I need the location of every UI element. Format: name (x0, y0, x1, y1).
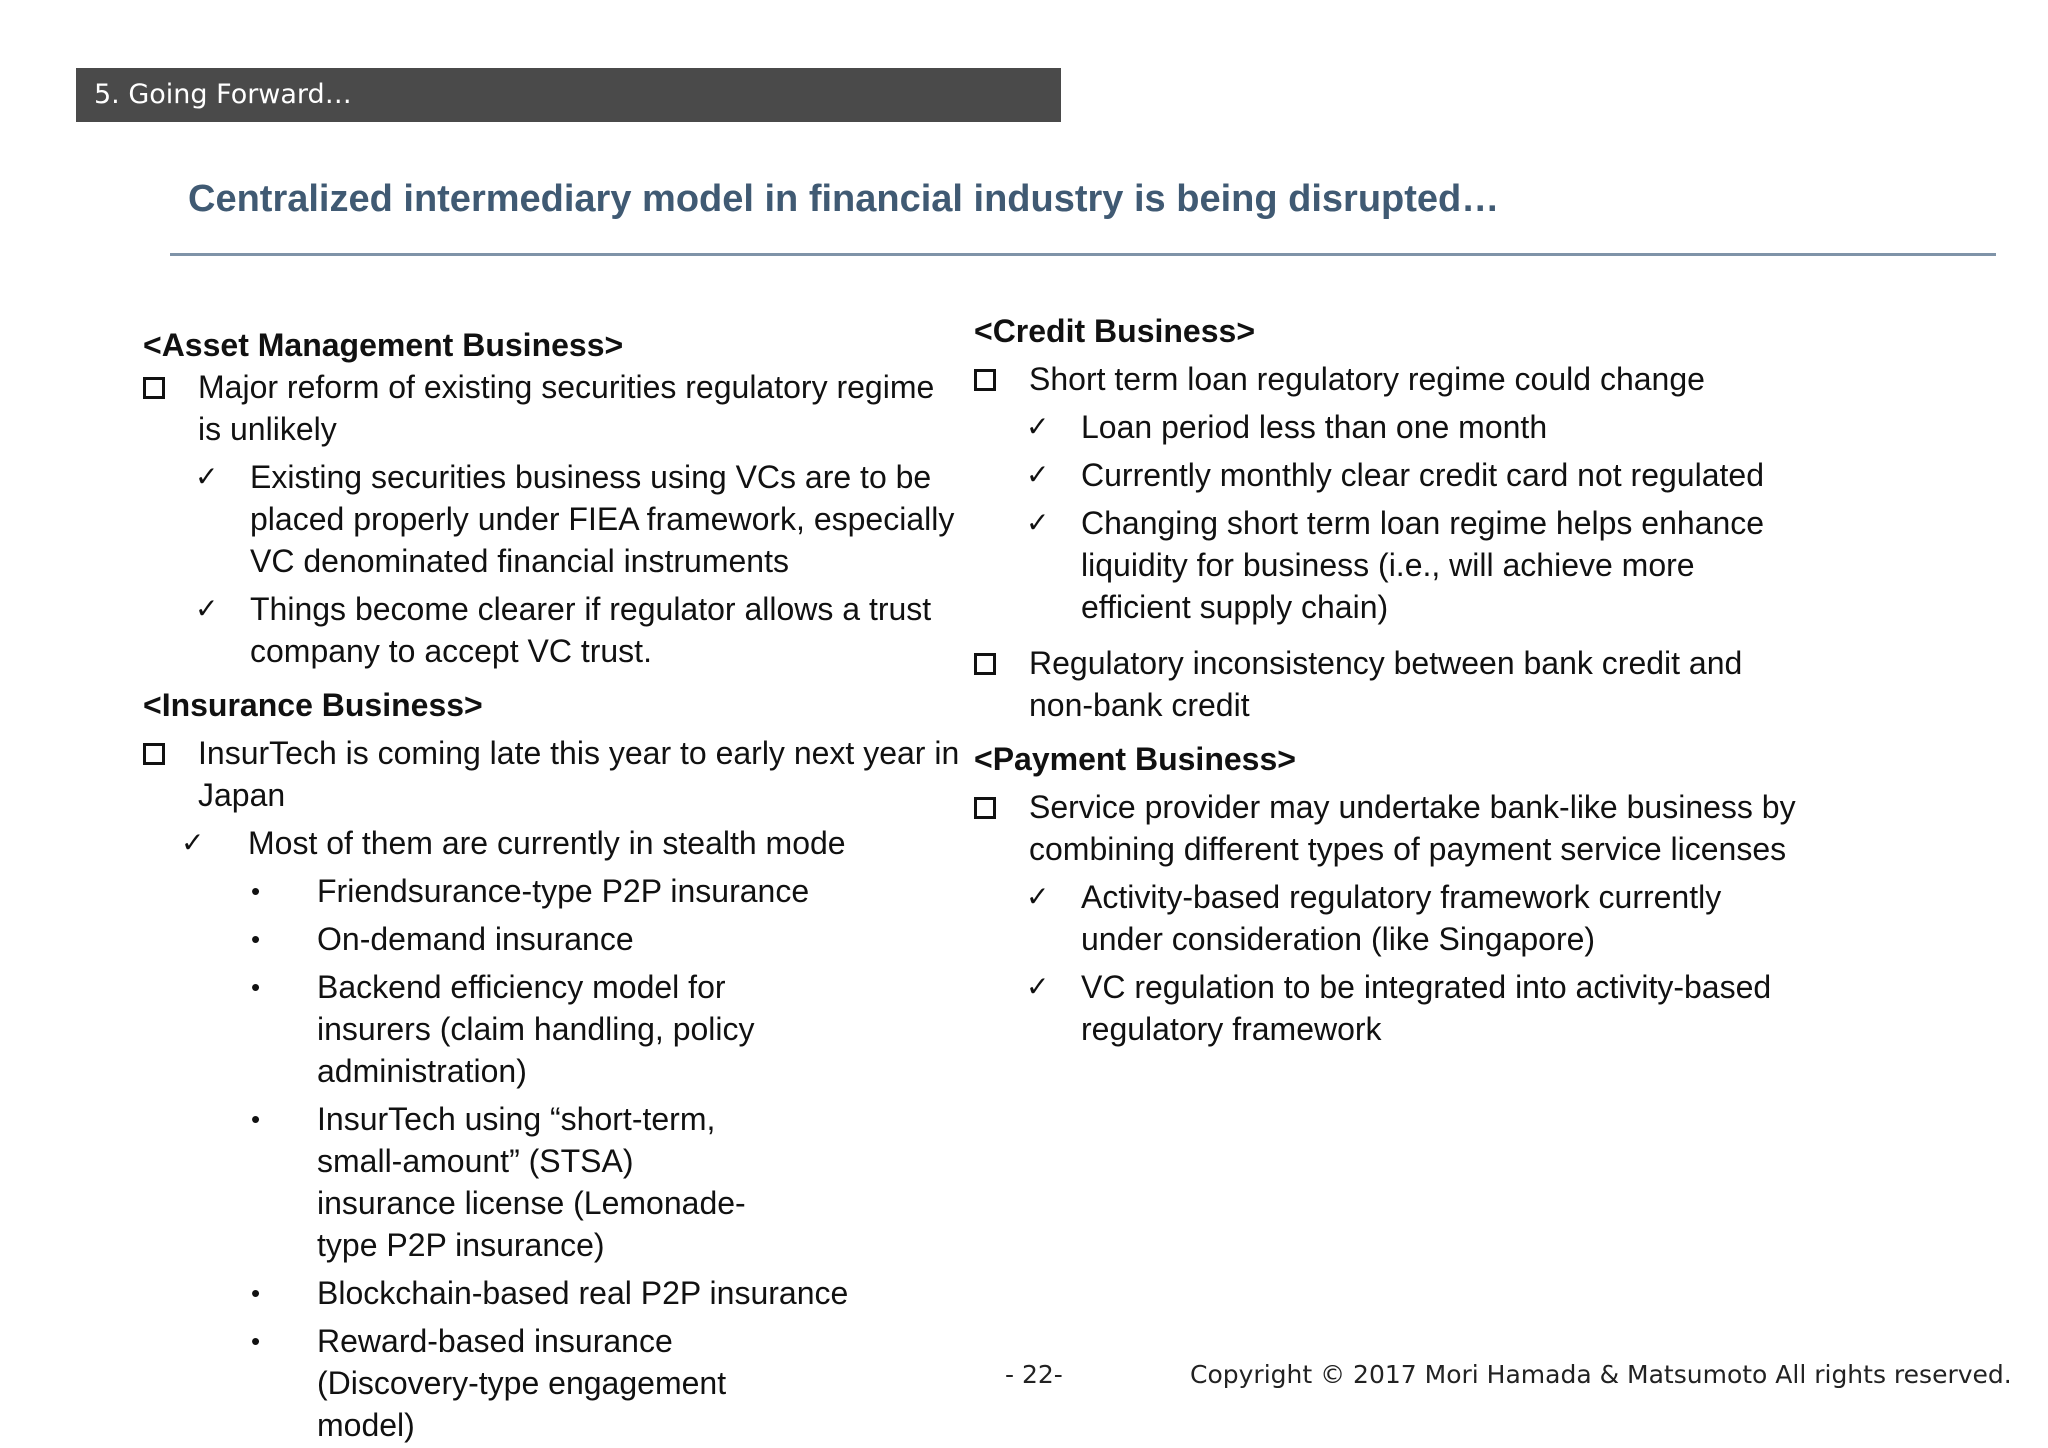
bullet-icon: • (251, 924, 261, 954)
credit-point-2-text: Regulatory inconsistency between bank credit and non-bank credit (1029, 645, 1743, 723)
checkmark-icon: ✓ (195, 460, 219, 493)
checkmark-icon: ✓ (1026, 410, 1050, 443)
bullet-icon: • (251, 876, 261, 906)
insurance-check-1 (143, 822, 963, 864)
insurance-bullet-text: Reward-based insurance (Discovery-type engagement model) (317, 1323, 727, 1443)
credit-check-2 (974, 454, 1854, 496)
checkmark-icon: ✓ (1026, 970, 1050, 1003)
asset-check-2-text: Things become clearer if regulator allows a trust company to accept VC trust. (250, 591, 932, 669)
insurance-point-1-text: InsurTech is coming late this year to early next year in Japan (198, 735, 960, 813)
payment-point-1 (974, 786, 1854, 870)
title-divider (170, 253, 1996, 256)
bullet-icon: • (251, 1104, 261, 1134)
checkbox-square-icon (143, 377, 165, 399)
insurance-bullet-text: Friendsurance-type P2P insurance (317, 873, 810, 909)
checkbox-square-icon (974, 653, 996, 675)
checkmark-icon: ✓ (1026, 458, 1050, 491)
checkbox-square-icon (974, 797, 996, 819)
checkmark-icon: ✓ (1026, 880, 1050, 913)
insurance-bullet-text: Backend efficiency model for insurers (claim handling, policy administration) (317, 969, 755, 1089)
bullet-icon: • (251, 1326, 261, 1356)
credit-check-3 (974, 502, 1854, 628)
checkmark-icon: ✓ (195, 592, 219, 625)
credit-heading: <Credit Business> (974, 313, 1255, 349)
bullet-icon: • (251, 1278, 261, 1308)
checkbox-square-icon (974, 369, 996, 391)
asset-check-1 (143, 456, 963, 582)
insurance-bullet-text: On-demand insurance (317, 921, 634, 957)
asset-point-1-text: Major reform of existing securities regulatory regime is unlikely (198, 369, 935, 447)
left-column (143, 324, 963, 1446)
slide-title: Centralized intermediary model in financial industry is being disrupted… (188, 178, 1500, 220)
list-item (143, 870, 963, 912)
insurance-point-1 (143, 732, 963, 816)
checkmark-icon: ✓ (181, 826, 205, 859)
credit-check-text: Loan period less than one month (1081, 409, 1548, 445)
payment-point-1-text: Service provider may undertake bank-like business by combining different types of payment service licenses (1029, 789, 1796, 867)
credit-check-1 (974, 406, 1854, 448)
asset-point-1 (143, 366, 963, 450)
page-number: - 22- (1005, 1360, 1063, 1389)
credit-point-1-text: Short term loan regulatory regime could change (1029, 361, 1705, 397)
copyright-notice: Copyright © 2017 Mori Hamada & Matsumoto All rights reserved. (1190, 1360, 2012, 1389)
section-header-bar (76, 68, 1061, 122)
list-item (143, 966, 963, 1092)
payment-check-1 (974, 876, 1854, 960)
checkbox-square-icon (143, 743, 165, 765)
asset-check-1-text: Existing securities business using VCs are to be placed properly under FIEA framework, especially VC denominated financial instruments (250, 459, 955, 579)
list-item (143, 1272, 963, 1314)
credit-point-2 (974, 642, 1854, 726)
section-label: 5. Going Forward… (94, 79, 352, 110)
insurance-heading: <Insurance Business> (143, 687, 483, 723)
payment-check-text: Activity-based regulatory framework currently under consideration (like Singapore) (1081, 879, 1722, 957)
list-item (143, 1098, 963, 1266)
payment-check-2 (974, 966, 1854, 1050)
credit-check-text: Currently monthly clear credit card not regulated (1081, 457, 1764, 493)
list-item (143, 1320, 963, 1446)
insurance-check-1-text: Most of them are currently in stealth mode (248, 825, 846, 861)
list-item (143, 918, 963, 960)
asset-check-2 (143, 588, 963, 672)
bullet-icon: • (251, 972, 261, 1002)
credit-check-text: Changing short term loan regime helps enhance liquidity for business (i.e., will achieve more efficient supply chain) (1081, 505, 1765, 625)
credit-point-1 (974, 358, 1854, 400)
insurance-bullet-text: Blockchain-based real P2P insurance (317, 1275, 849, 1311)
right-column (974, 310, 1854, 1050)
asset-management-heading: <Asset Management Business> (143, 327, 624, 363)
payment-check-text: VC regulation to be integrated into activity-based regulatory framework (1081, 969, 1772, 1047)
payment-heading: <Payment Business> (974, 741, 1296, 777)
insurance-bullet-text: InsurTech using “short-term, small-amount” (STSA) insurance license (Lemonade-type P2P insurance) (317, 1101, 746, 1263)
checkmark-icon: ✓ (1026, 506, 1050, 539)
